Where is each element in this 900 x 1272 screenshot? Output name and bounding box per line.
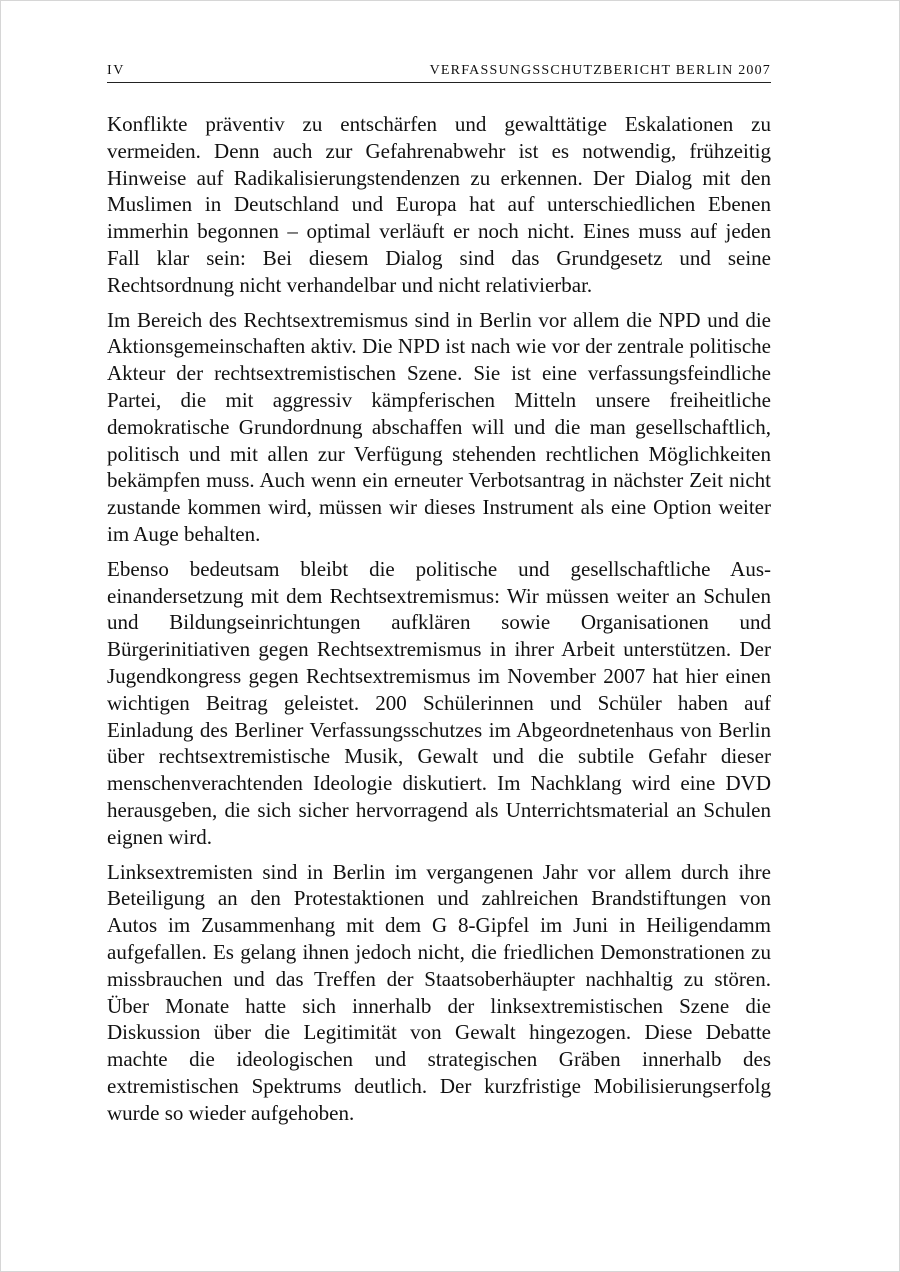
running-header: [107, 62, 771, 83]
body-text: [107, 111, 771, 1134]
page-number: IV: [107, 63, 125, 78]
running-title: VERFASSUNGSSCHUTZBERICHT BERLIN 2007: [429, 63, 771, 78]
paragraph-4: Linksextremisten sind in Berlin im vergangenen Jahr vor allem durch ihre Beteiligung an den Protestaktionen und zahlreichen Brandstiftungen von Autos im Zusammenhang mit dem G 8-Gipfel im Juni in Heiligendamm aufgefallen. Es gelang ihnen jedoch nicht, die friedlichen Demonstrationen zu missbrauchen und das Treffen der Staatsoberhäupter nachhaltig zu stören. Über Monate hatte sich innerhalb der linksextremistischen Szene die Diskussion über die Legitimität von Gewalt hingezogen. Diese Debatte machte die ideologischen und strategischen Gräben innerhalb des extremistischen Spektrums deutlich. Der kurzfristige Mobilisierungserfolg wurde so wieder aufgehoben.: [107, 859, 771, 1125]
paragraph-1: Konflikte präventiv zu entschärfen und gewalttätige Eskalationen zu vermeiden. Denn auch zur Gefahrenabwehr ist es notwendig, frühzeitig Hinweise auf Radikalisierungstendenzen zu erkennen. Der Dialog mit den Muslimen in Deutschland und Europa hat auf unterschiedlichen Ebenen immerhin begonnen – optimal verläuft er noch nicht. Eines muss auf jeden Fall klar sein: Bei diesem Dialog sind das Grundgesetz und seine Rechtsordnung nicht verhandelbar und nicht relativierbar.: [107, 112, 771, 297]
paragraph-3: Ebenso bedeutsam bleibt die politische und gesellschaftliche Auseinandersetzung mit dem Rechtsextremismus: Wir müssen weiter an Schulen und Bildungseinrichtungen aufklären sowie Organisationen und Bürgerinitiativen gegen Rechtsextremismus in ihrer Arbeit unterstützen. Der Jugendkongress gegen Rechtsextremismus im November 2007 hat hier einen wichtigen Beitrag geleistet. 200 Schülerinnen und Schüler haben auf Einladung des Berliner Verfassungsschutzes im Abgeordnetenhaus von Berlin über rechtsextremistische Musik, Gewalt und die subtile Gefahr dieser menschenverachtenden Ideologie diskutiert. Im Nachklang wird eine DVD herausgeben, die sich sicher hervorragend als Unterrichtsmaterial an Schulen eignen wird.: [107, 556, 771, 849]
paragraph-2: Im Bereich des Rechtsextremismus sind in Berlin vor allem die NPD und die Aktionsgemeinschaften aktiv. Die NPD ist nach wie vor der zentrale politische Akteur der rechtsextremistischen Szene. Sie ist eine verfassungsfeindliche Partei, die mit aggressiv kämpferischen Mitteln unsere freiheitliche demokratische Grundordnung abschaffen will und die man gesellschaftlich, politisch und mit allen zur Verfügung stehenden rechtlichen Möglichkeiten bekämpfen muss. Auch wenn ein erneuter Verbotsantrag in nächster Zeit nicht zustande kommen wird, müssen wir dieses Instrument als eine Option weiter im Auge behalten.: [107, 307, 771, 546]
